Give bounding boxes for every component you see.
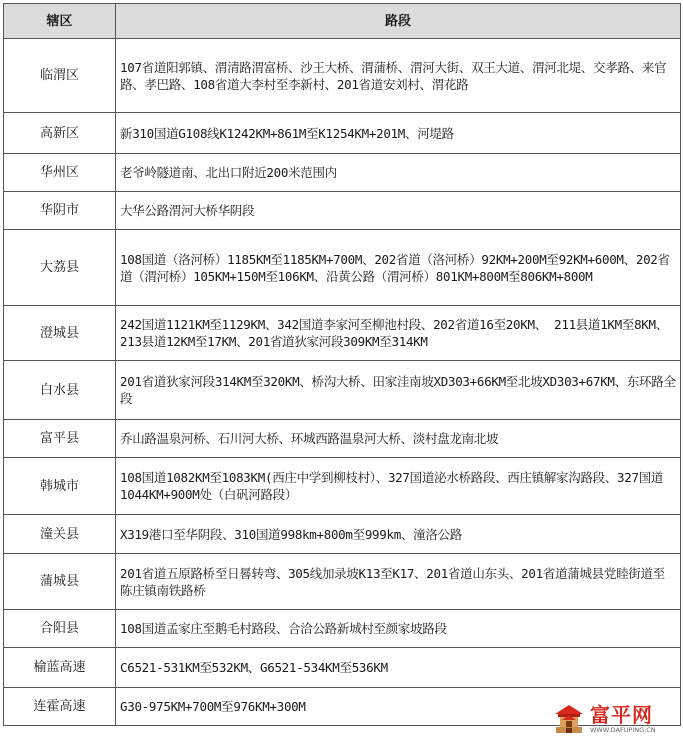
table-row [4, 113, 681, 154]
table-row [4, 39, 681, 113]
site-watermark [552, 700, 680, 738]
road-cell: 大华公路渭河大桥华阴段 [116, 192, 681, 230]
district-cell: 大荔县 [4, 230, 116, 306]
road-cell: C6521-531KM至532KM、G6521-534KM至536KM [116, 648, 681, 688]
district-cell: 白水县 [4, 361, 116, 420]
road-cell: 乔山路温泉河桥、石川河大桥、环城西路温泉河大桥、淡村盘龙南北坡 [116, 420, 681, 458]
table-row [4, 610, 681, 648]
road-section-table [3, 3, 681, 726]
road-cell: 108国道孟家庄至鹅毛村路段、合洽公路新城村至颜家坡路段 [116, 610, 681, 648]
road-cell: 242国道1121KM至1129KM、342国道李家河至柳池村段、202省道16至20KM、 211县道1KM至8KM、213县道12KM至17KM、201省道狄家河段309KM至314KM [116, 306, 681, 361]
table-row [4, 648, 681, 688]
district-cell: 华阴市 [4, 192, 116, 230]
table-row [4, 154, 681, 192]
road-cell: 201省道五原路桥至日晷转弯、305线加录坡K13至K17、201省道山东头、201省道蒲城县党睦街道至陈庄镇南铁路桥 [116, 554, 681, 610]
district-cell: 榆蓝高速 [4, 648, 116, 688]
district-cell: 澄城县 [4, 306, 116, 361]
district-cell: 高新区 [4, 113, 116, 154]
district-cell: 合阳县 [4, 610, 116, 648]
district-header: 辖区 [4, 4, 116, 39]
district-cell: 连霍高速 [4, 688, 116, 726]
table-row [4, 515, 681, 554]
watermark-brand: 富平网 [590, 702, 653, 727]
road-header: 路段 [116, 4, 681, 39]
district-cell: 蒲城县 [4, 554, 116, 610]
district-cell: 潼关县 [4, 515, 116, 554]
road-cell: 新310国道G108线K1242KM+861M至K1254KM+201M、河堤路 [116, 113, 681, 154]
district-cell: 临渭区 [4, 39, 116, 113]
gate-tower-icon [552, 702, 586, 736]
road-cell: X319港口至华阴段、310国道998km+800m至999km、潼洛公路 [116, 515, 681, 554]
road-cell: G30-975KM+700M至976KM+300M [116, 688, 681, 726]
table-row [4, 458, 681, 515]
road-cell: 201省道狄家河段314KM至320KM、桥沟大桥、田家洼南坡XD303+66KM至北坡XD303+67KM、东环路全段 [116, 361, 681, 420]
table-row [4, 361, 681, 420]
table-row [4, 420, 681, 458]
table-row [4, 230, 681, 306]
table-row [4, 554, 681, 610]
road-cell: 108国道1082KM至1083KM(西庄中学到柳枝村）、327国道泌水桥路段、西庄镇解家沟路段、327国道1044KM+900M处（白矾河路段） [116, 458, 681, 515]
watermark-url: WWW.DAFUPING.CN [590, 725, 656, 734]
district-cell: 韩城市 [4, 458, 116, 515]
table-row [4, 306, 681, 361]
road-cell: 107省道阳郭镇、渭清路渭富桥、沙王大桥、渭蒲桥、渭河大街、双王大道、渭河北堤、交孝路、来官路、孝巴路、108省道大李村至李新村、201省道安刘村、渭花路 [116, 39, 681, 113]
district-cell: 富平县 [4, 420, 116, 458]
road-cell: 108国道（洛河桥）1185KM至1185KM+700M、202省道（洛河桥）92KM+200M至92KM+600M、202省道（渭河桥）105KM+150M至106KM、沿黄公路（渭河桥）801KM+800M至806KM+800M [116, 230, 681, 306]
road-cell: 老爷岭隧道南、北出口附近200米范围内 [116, 154, 681, 192]
header-row [4, 4, 681, 39]
district-cell: 华州区 [4, 154, 116, 192]
table-row [4, 192, 681, 230]
